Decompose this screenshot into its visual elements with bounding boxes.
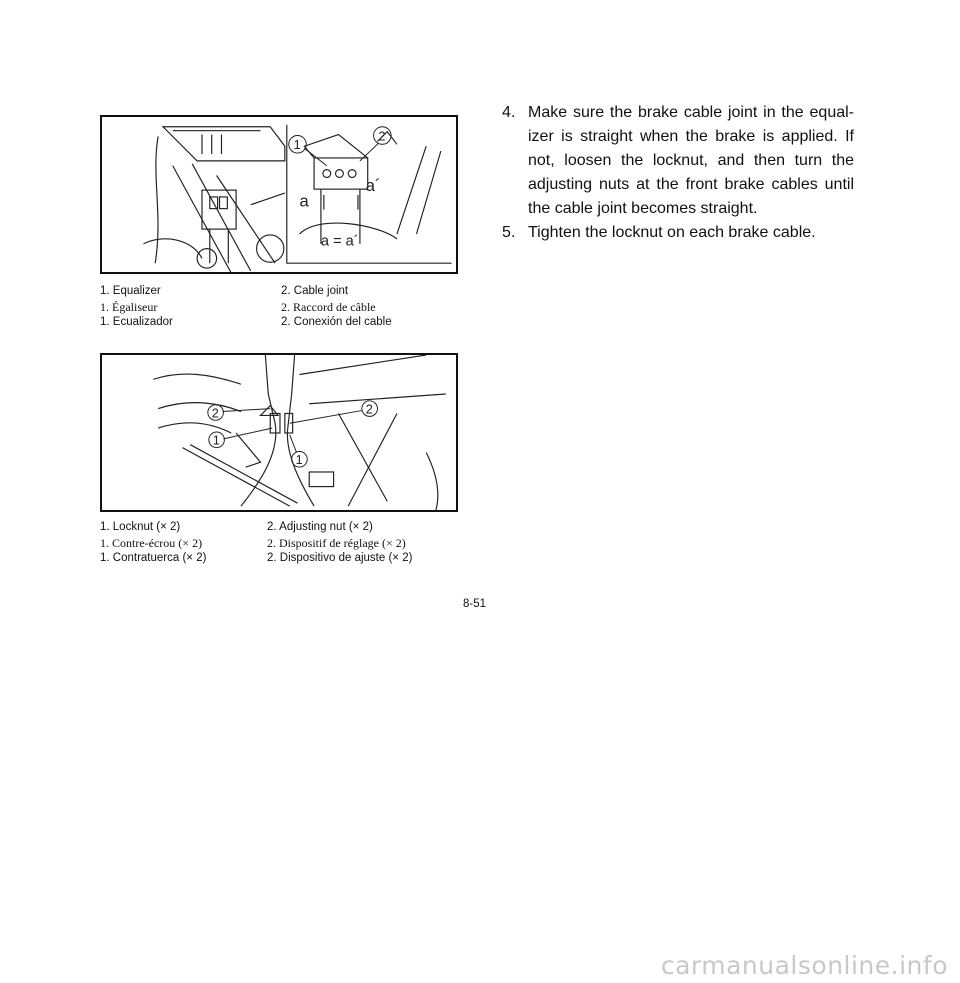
page-number: 8-51 [463,598,487,610]
equalizer-illustration [100,115,458,274]
locknut-illustration [100,353,458,512]
callout-1-left: 1 [212,433,220,448]
step-text: Tighten the locknut on each brake cable. [528,224,816,241]
watermark: carmanualsonline.info [660,951,948,980]
step-5 [502,221,854,245]
callout-1-right: 1 [295,453,303,468]
figure2-caption [100,520,470,567]
caption-row-en: 1. Locknut (× 2) 2. Adjusting nut (× 2) [100,521,373,533]
figure1-caption [100,284,470,331]
caption-row-fr: 1. Contre-écrou (× 2) 2. Dispositif de réglage (× 2) [100,535,406,550]
dimension-a: a [299,191,309,211]
caption-row-es: 1. Ecualizador 2. Conexión del cable [100,316,392,328]
callout-1: 1 [293,138,301,153]
step-number: 5. [502,224,516,241]
equation-label: a = a´ [320,233,359,250]
step-4 [502,101,854,221]
dimension-a-prime: a´ [365,176,381,196]
caption-row-fr: 1. Égaliseur 2. Raccord de câble [100,299,376,314]
callout-2: 2 [378,129,386,144]
callout-2-right: 2 [365,402,373,417]
callout-2-left: 2 [211,406,219,421]
caption-row-en: 1. Equalizer 2. Cable joint [100,285,349,297]
equalizer-drawing [102,117,456,272]
caption-row-es: 1. Contratuerca (× 2) 2. Dispositivo de ajuste (× 2) [100,552,413,564]
locknut-drawing [102,355,456,510]
step-text: Make sure the brake cable joint in the equal-izer is straight when the brake is applied. If not, loosen the locknut, and then turn the adjusting nuts at the front brake cables until the cable joint becomes straight. [528,104,854,217]
step-number: 4. [502,104,516,121]
instruction-steps [502,101,854,245]
